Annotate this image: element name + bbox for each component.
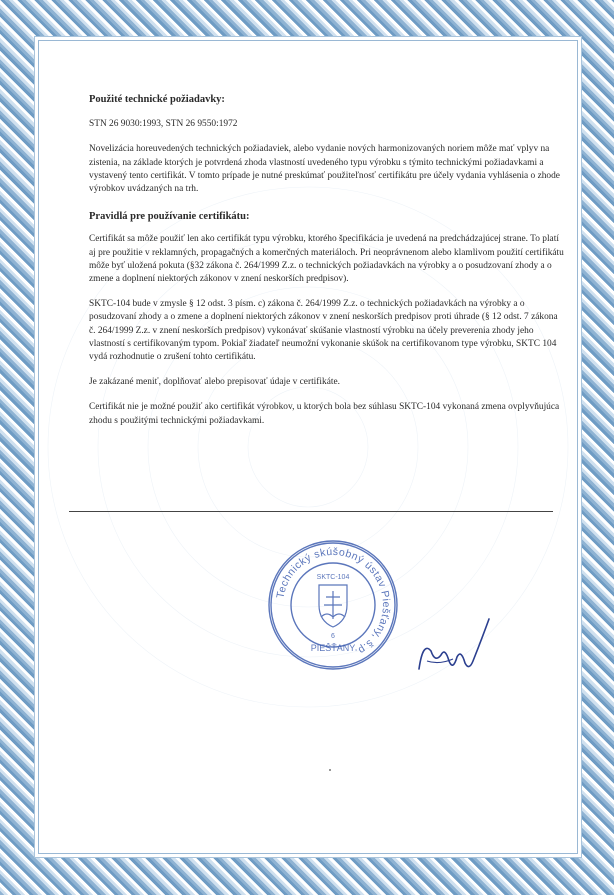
stamp-code: SKTC-104 — [316, 574, 350, 581]
standards-line: STN 26 9030:1993, STN 26 9550:1972 — [89, 119, 238, 130]
handwritten-signature — [409, 611, 499, 691]
rules-paragraph-2: SKTC-104 bude v zmysle § 12 odst. 3 písm. c) zákona č. 264/1999 Z.z. o technických požiadavkách na výrobky a o posudzovaní zhody a o zmene a doplnení niektorých zákonov v znení neskorších predpisov proti úhrade (§ 12 odst. 7 zákona č. 264/1999 Z.z. v znení neskorších predpisov) vykonávať skúšanie vlastností výrobku na účely preverenia zhody jeho vlastností s certifikovaným typom. Pokiaľ žiadateľ neumožní vykonanie skúšok na certifikovanom type výrobku, SKTC 104 vydá rozhodnutie o zrušení tohto certifikátu. — [89, 299, 558, 363]
speck — [329, 769, 331, 771]
official-stamp — [263, 535, 403, 675]
rules-paragraph-3: Je zakázané meniť, doplňovať alebo prepisovať údaje v certifikáte. — [89, 377, 340, 388]
stamp-number: 6 — [331, 633, 335, 640]
requirements-heading: Použité technické požiadavky: — [89, 94, 225, 105]
stamp-city: PIEŠŤANY — [310, 643, 356, 653]
rules-paragraph-1: Certifikát sa môže použiť len ako certifikát typu výrobku, ktorého špecifikácia je uvedená na predchádzajúcej strane. To platí aj pre použitie v reklamných, propagačných a komerčných materiáloch. Pri neoprávnenom alebo klamlivom použití certifikátu môže byť uložená pokuta (§32 zákona č. 264/1999 Z.z. o technických požiadavkách na výrobky a o posudzovaní zhody a o zmene a doplnení niektorých zákonov v znení neskorších predpisov). — [89, 234, 564, 285]
requirements-paragraph: Novelizácia horeuvedených technických požiadaviek, alebo vydanie nových harmonizovaných noriem môže mať vplyv na zistenia, na základe ktorých je potvrdená zhoda vlastností uvedeného typu výrobku s týmito technickými požiadavkami a vystavený tento certifikát. V tomto prípade je nutné preskúmať použiteľnosť certifikátu pre účely vydania vyhlásenia o zhode výrobkov uvádzaných na trh. — [89, 144, 560, 195]
coat-of-arms-icon — [319, 585, 347, 627]
rules-paragraph-4: Certifikát nie je možné použiť ako certifikát výrobkov, u ktorých bola bez súhlasu SKTC-104 vykonaná zmena ovplyvňujúca zhodu s použitými technickými požiadavkami. — [89, 402, 560, 426]
stamp-ring-text: Technický skúšobný ústav Piešťany, š.p. — [274, 545, 393, 659]
certificate-body — [38, 40, 578, 854]
rules-heading: Pravidlá pre používanie certifikátu: — [89, 211, 250, 223]
certificate-text — [89, 93, 565, 440]
divider-line — [69, 511, 553, 512]
